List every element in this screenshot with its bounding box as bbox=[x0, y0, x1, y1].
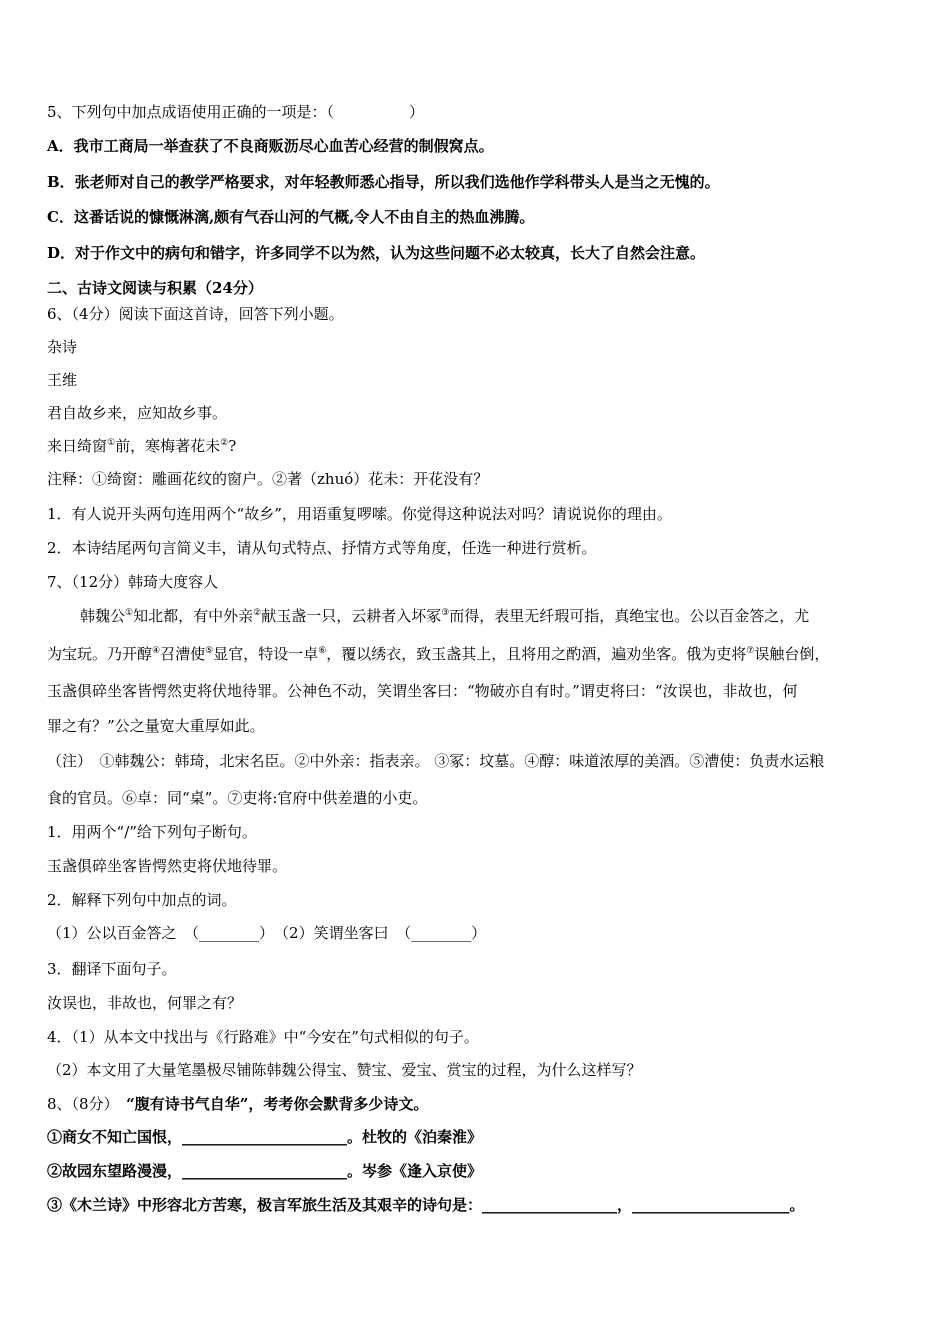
q8-item-3: ③《木兰诗》中形容北方苦寒，极言军旅生活及其艰辛的诗句是：__________________，_____________________。 bbox=[47, 1196, 805, 1214]
q7-sub-1-text: 玉盏俱碎坐客皆愕然吏将伏地待罪。 bbox=[47, 857, 288, 875]
q6-sub-2: 2．本诗结尾两句言简义丰，请从句式特点、抒情方式等角度，任选一种进行赏析。 bbox=[47, 539, 597, 557]
q5-option-b: B．张老师对自己的教学严格要求，对年轻教师悉心指导，所以我们选他作学科带头人是当之无愧的。 bbox=[47, 173, 720, 191]
passage-line-4: 罪之有？”公之量宽大重厚如此。 bbox=[47, 717, 265, 735]
q7-sub-3: 3．翻译下面句子。 bbox=[47, 960, 177, 978]
poem-annotation: 注释：①绮窗：雕画花纹的窗户。②著（zhuó）花未：开花没有？ bbox=[47, 470, 489, 488]
q7-notes-1: （注） ①韩魏公：韩琦，北宋名臣。②中外亲：指表亲。 ③冢：坟墓。④醇：味道浓厚的美酒。⑤漕使：负责水运粮 bbox=[47, 752, 825, 770]
section-heading: 二、古诗文阅读与积累（24分） bbox=[47, 279, 263, 297]
poem-author: 王维 bbox=[47, 371, 78, 389]
poem-line-1: 君自故乡来，应知故乡事。 bbox=[47, 404, 228, 422]
q5-option-c: C．这番话说的慷慨淋漓,颇有气吞山河的气概,令人不由自主的热血沸腾。 bbox=[47, 208, 535, 226]
q8-stem: 8、（8分） “腹有诗书气自华”，考考你会默背多少诗文。 bbox=[47, 1095, 429, 1113]
poem-line-2: 来日绮窗①前，寒梅著花未②? bbox=[47, 437, 237, 455]
poem-title: 杂诗 bbox=[47, 338, 78, 356]
q6-sub-1: 1．有人说开头两句连用两个“故乡”，用语重复啰嗦。你觉得这种说法对吗？请说说你的理由。 bbox=[47, 505, 672, 523]
q8-item-1: ①商女不知亡国恨，______________________。杜牧的《泊秦淮》 bbox=[47, 1128, 483, 1146]
q5-stem: 5、下列句中加点成语使用正确的一项是：（ ） bbox=[47, 103, 425, 121]
q5-option-d: D．对于作文中的病句和错字，许多同学不以为然，认为这些问题不必太较真，长大了自然会注意。 bbox=[47, 244, 706, 262]
passage-line-2: 为宝玩。乃开醇④召漕使⑤显官，特设一卓⑥，覆以绣衣，致玉盏其上，且将用之酌酒，遍劝坐客。俄为吏将⑦误触台倒， bbox=[47, 645, 830, 663]
q7-sub-4: 4．（1）从本文中找出与《行路难》中“今安在”句式相似的句子。 bbox=[47, 1028, 479, 1046]
q7-sub-2-items: （1）公以百金答之 （________） （2）笑谓坐客曰 （________） bbox=[47, 924, 487, 942]
passage-line-3: 玉盏俱碎坐客皆愕然吏将伏地待罪。公神色不动，笑谓坐客曰：“物破亦自有时。”谓吏将曰：“汝误也，非故也，何 bbox=[47, 682, 798, 700]
q7-sub-4-2: （2）本文用了大量笔墨极尽铺陈韩魏公得宝、赞宝、爱宝、赏宝的过程，为什么这样写？ bbox=[47, 1061, 642, 1079]
q8-item-2: ②故园东望路漫漫，______________________。岑参《逢入京使》 bbox=[47, 1162, 483, 1180]
passage-line-1: 韩魏公①知北都，有中外亲②献玉盏一只，云耕者入坏冢③而得，表里无纤瑕可指，真绝宝也。公以百金答之，尤 bbox=[80, 607, 810, 625]
q7-stem: 7、（12分）韩琦大度容人 bbox=[47, 573, 219, 591]
q7-sub-1: 1．用两个“/”给下列句子断句。 bbox=[47, 823, 257, 841]
q7-sub-2: 2．解释下列句中加点的词。 bbox=[47, 891, 237, 909]
q7-sub-3-text: 汝误也，非故也，何罪之有？ bbox=[47, 994, 243, 1012]
q5-option-a: A．我市工商局一举查获了不良商贩沥尽心血苦心经营的制假窝点。 bbox=[47, 137, 494, 155]
q6-stem: 6、（4分）阅读下面这首诗，回答下列小题。 bbox=[47, 305, 344, 323]
q7-notes-2: 食的官员。⑥卓：同“桌”。⑦吏将:官府中供差遣的小吏。 bbox=[47, 789, 428, 807]
